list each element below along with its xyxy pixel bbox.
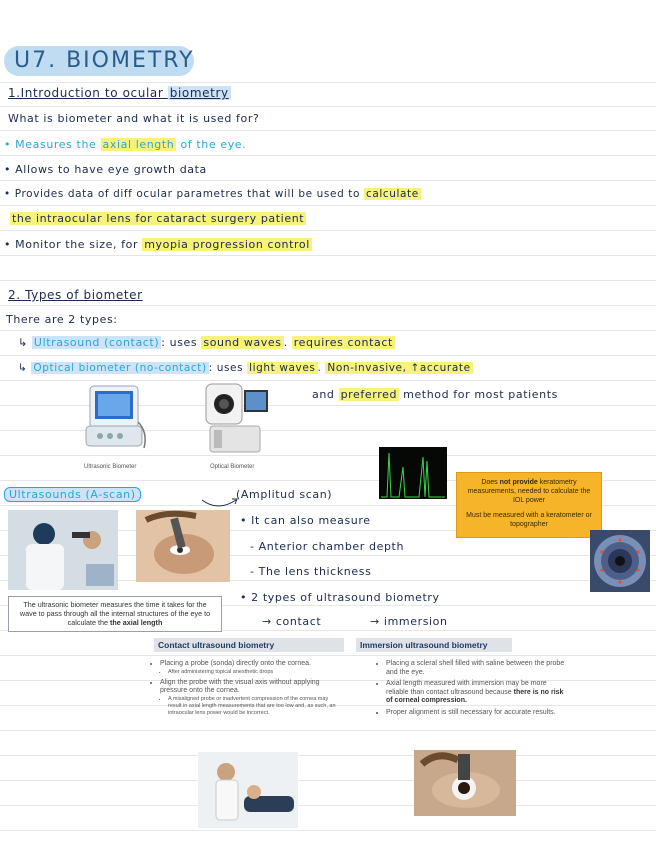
page-title: U7. BIOMETRY [14,48,195,73]
immersion-bullet-2-text: Axial length measured with immersion may be more reliable than contact ultrasound because [386,680,547,696]
immersion-bullet-3: • Proper alignment is still necessary for accurate results. [386,709,566,718]
caption-ultrasonic: Ultrasonic Biometer [84,464,137,470]
type2-highlight-2: Non-invasive, ↑accurate [327,362,471,374]
type1-line [18,336,395,349]
section1-bullet-parameters [4,188,421,200]
keratometry-note-emphasis: not provide [499,479,538,486]
type2-highlight-1: light waves [249,362,316,374]
type2-line2-a: and [312,388,339,401]
section1-heading-highlight: biometry [169,86,229,100]
ultrasound-exam-photo [8,510,118,590]
bullet3-text-a: • Provides data of diff ocular parametres that will be used to [4,188,364,200]
keratometry-note-line1-a: Does [481,479,500,486]
ascan-heading [4,488,141,501]
contact-exam-photo [198,752,298,828]
type1-desc-a: : uses [161,336,202,349]
immersion-exam-photo [414,750,516,816]
ascan-type-immersion: → immersion [370,615,448,628]
section1-bullet-growth: • Allows to have eye growth data [4,163,207,176]
contact-card-title: Contact ultrasound biometry [154,638,344,652]
a-scan-waveform-image [379,447,447,499]
keratometry-note-line2: Must be measured with a keratometer or topographer [466,512,592,528]
section1-bullet-monitor [4,238,312,251]
contact-bullet-1-text: Placing a probe (sonda) directly onto the cornea. [160,660,311,667]
ascan-can-also: • It can also measure [240,514,371,527]
keratometry-note-line1 [463,478,595,505]
type1-highlight-2: requires contact [293,336,393,349]
contact-bullet-2-sub: • A misaligned probe or inadvertent compression of the cornea may result in axial length measurements that are too low and, as such, an intraocular lens power would be incorrect. [168,696,340,717]
note-text: The ultrasonic biometer measures the time it takes for the wave to pass through all the internal structures of the eye to calculate the [19,600,211,627]
caption-optical: Optical Biometer [210,464,255,470]
keratometry-note-box [456,472,602,538]
immersion-bullet-2-emphasis: there is no risk of corneal compression. [386,688,564,704]
section1-heading [8,86,231,100]
probe-on-eye-photo [136,510,230,582]
curved-arrow-icon [200,496,240,510]
bullet3-line2-highlight: the intraocular lens for cataract surgery patient [12,212,305,225]
bullet1-text-b: of the eye. [176,138,247,151]
bullet1-text-a: • Measures the [4,138,101,151]
type2-line2 [312,388,558,401]
bullet4-highlight: myopia progression control [144,238,310,251]
contact-bullet-1-sub: • After administering topical anesthetic drops [168,669,340,676]
arrow-icon: ↳ [18,336,32,349]
ascan-amplitude: (Amplitud scan) [236,488,333,501]
section2-heading: 2. Types of biometer [8,288,143,302]
ultrasonic-time-note-box [8,596,222,632]
section1-heading-main: 1.Introduction to ocular [8,86,168,100]
keratometry-note-line1-c: keratometry measurements, needed to calculate the IOL power [467,479,591,504]
immersion-card-title: Immersion ultrasound biometry [356,638,512,652]
ascan-two-types: • 2 types of ultrasound biometry [240,591,440,604]
contact-card-list [150,660,340,720]
type1-highlight-1: sound waves [203,336,282,349]
ascan-type-contact: → contact [262,615,322,628]
section1-bullet-axial [4,138,246,151]
immersion-card-list [376,660,566,720]
ascan-heading-text: Ultrasounds (A-scan) [4,487,141,502]
type2-desc-a: : uses [208,362,248,374]
type2-name: Optical biometer (no-contact) [33,362,207,374]
ultrasonic-biometer-image [76,382,152,458]
type2-line2-b: method for most patients [399,388,558,401]
type2-line2-highlight: preferred [340,388,398,401]
bullet1-highlight: axial length [102,138,175,151]
contact-bullet-2 [160,679,340,717]
arrow-icon: ↳ [18,362,32,374]
section1-bullet-parameters-line2 [10,212,306,225]
ascan-item-anterior-chamber: - Anterior chamber depth [250,540,405,553]
ascan-item-lens-thickness: - The lens thickness [250,565,372,578]
type2-desc-b: . [317,362,326,374]
eye-keratometer-image [590,530,650,592]
note-axial-length: the axial length [110,618,163,627]
bullet4-text-a: • Monitor the size, for [4,238,143,251]
type1-desc-b: . [283,336,292,349]
section2-intro: There are 2 types: [6,313,118,326]
type2-line [18,362,473,374]
section1-question: What is biometer and what it is used for? [8,112,260,125]
contact-bullet-2-text: Align the probe with the visual axis without applying pressure onto the cornea. [160,678,320,694]
optical-biometer-image [200,380,274,460]
contact-bullet-1 [160,660,340,676]
bullet3-highlight: calculate [365,188,419,200]
immersion-bullet-2 [386,680,566,706]
immersion-bullet-1: • Placing a scleral shell filled with saline between the probe and the eye. [386,660,566,677]
type1-name: Ultrasound (contact) [33,336,160,349]
